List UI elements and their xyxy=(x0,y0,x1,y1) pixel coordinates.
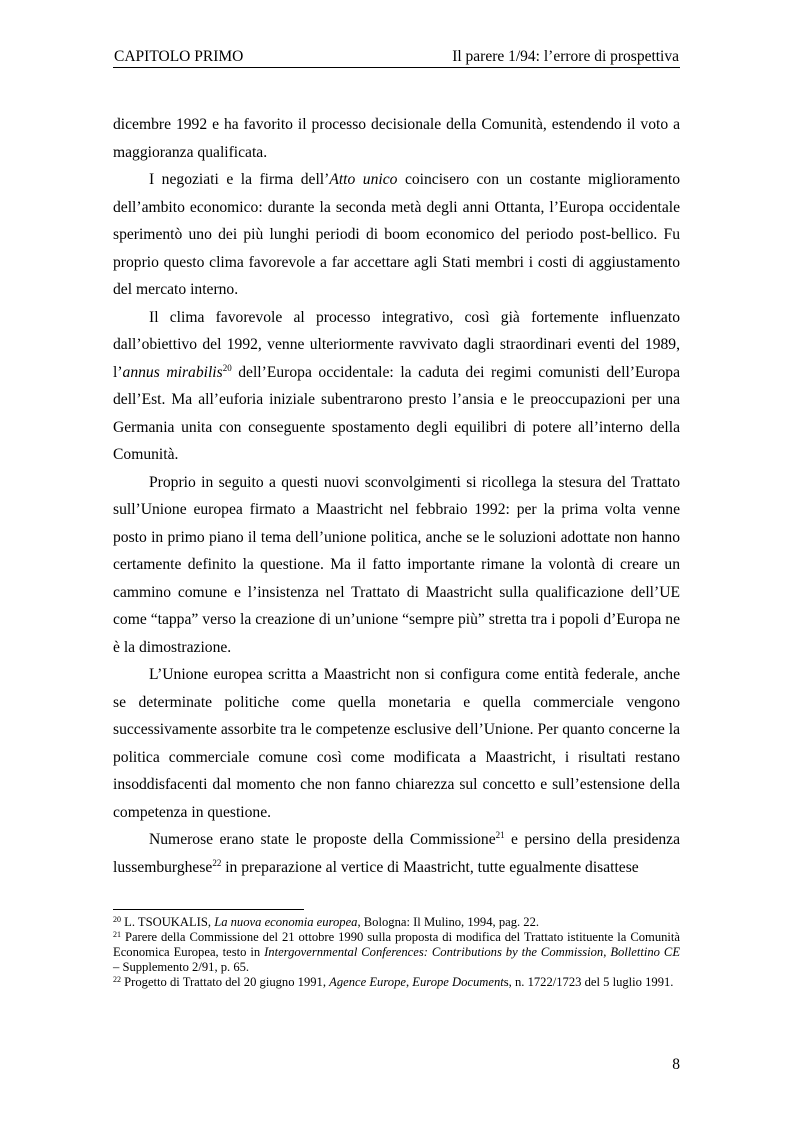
paragraph-6: Numerose erano state le proposte della Commissione$^{21}$ e persino della presidenza lussemburghese$^{22}$ in preparazione al vertice di Maastricht, tutte egualmente disattese xyxy=(113,830,681,876)
footnote-20: $^{20}$ L. TSOUKALIS, La nuova economia europea, Bologna: Il Mulino, 1994, pag. 22. xyxy=(113,915,540,929)
paragraph-5: L’Unione europea scritta a Maastricht non si configura come entità federale, anche se determinate politiche come quella monetaria e quella commerciale vengono successivamente assorbite tra le competenze esclusive dell’Unione. Per quanto concerne la politica commerciale comune così come modificata a Maastricht, i risultati restano insoddisfacenti dal momento che non fanno chiarezza sul concetto e sull’estensione della competenza in questione. xyxy=(113,666,680,821)
paragraph-1: dicembre 1992 e ha favorito il processo decisionale della Comunità, estendendo il voto a maggioranza qualificata. xyxy=(113,116,680,161)
paragraph-2: I negoziati e la firma dell’Atto unico coincisero con un costante miglioramento dell’ambito economico: durante la seconda metà degli anni Ottanta, l’Europa occidentale sperimentò uno dei più lunghi periodi di boom economico del periodo post-bellico. Fu proprio questo clima favorevole a far accettare agli Stati membri i costi di aggiustamento del mercato interno. xyxy=(113,171,680,298)
footnote-ref-22[interactable]: 22 xyxy=(212,857,222,868)
header-title: Il parere 1/94: l’errore di prospettiva xyxy=(452,48,679,65)
footnote-22: $^{22}$ Progetto di Trattato del 20 giugno 1991, Agence Europe, Europe Documents, n. 1722/1723 del 5 luglio 1991. xyxy=(113,975,674,989)
footnote-ref-20[interactable]: 20 xyxy=(222,362,232,373)
footnote-21: $^{21}$ Parere della Commissione del 21 ottobre 1990 sulla proposta di modifica del Trattato istituente la Comunità Economica Europea, testo in Intergovernmental Conferences: Contributions by the Commission, Bollettino CE – Supplemento 2/91, p. 65. xyxy=(113,930,681,974)
paragraph-4: Proprio in seguito a questi nuovi sconvolgimenti si ricollega la stesura del Trattato sull’Unione europea firmato a Maastricht nel febbraio 1992: per la prima volta venne posto in primo piano il tema dell’unione politica, anche se le soluzioni adottate non hanno certamente definito la questione. Ma il fatto importante rimane la volontà di creare un cammino comune e l’insistenza nel Trattato di Maastricht sulla qualificazione dell’UE come “tappa” verso la creazione di un’unione “sempre più” stretta tra i popoli d’Europa ne è la dimostrazione. xyxy=(113,473,680,656)
footnote-ref-21[interactable]: 21 xyxy=(495,830,505,840)
atto-unico-italic: Atto unico xyxy=(329,171,398,188)
footnote-separator xyxy=(113,909,304,910)
running-header xyxy=(113,47,680,68)
main-text xyxy=(113,111,680,881)
paragraph-3: Il clima favorevole al processo integrativo, così già fortemente influenzato dall’obiettivo del 1992, venne ulteriormente ravvivato dagli straordinari eventi del 1989, l’annus mirabilis$^{20}$ dell’Europa occidentale: la caduta dei regimi comunisti dell’Europa dell’Est. Ma all’euforia iniziale subentrarono presto l’ansia e le preoccupazioni per una Germania unita con conseguente spostamento degli equilibri di potere all’interno della Comunità. xyxy=(113,308,680,463)
page-number: 8 xyxy=(672,1056,680,1073)
footnotes xyxy=(113,915,680,990)
header-chapter: CAPITOLO PRIMO xyxy=(114,48,244,65)
annus-mirabilis-italic: annus mirabilis xyxy=(122,363,223,381)
